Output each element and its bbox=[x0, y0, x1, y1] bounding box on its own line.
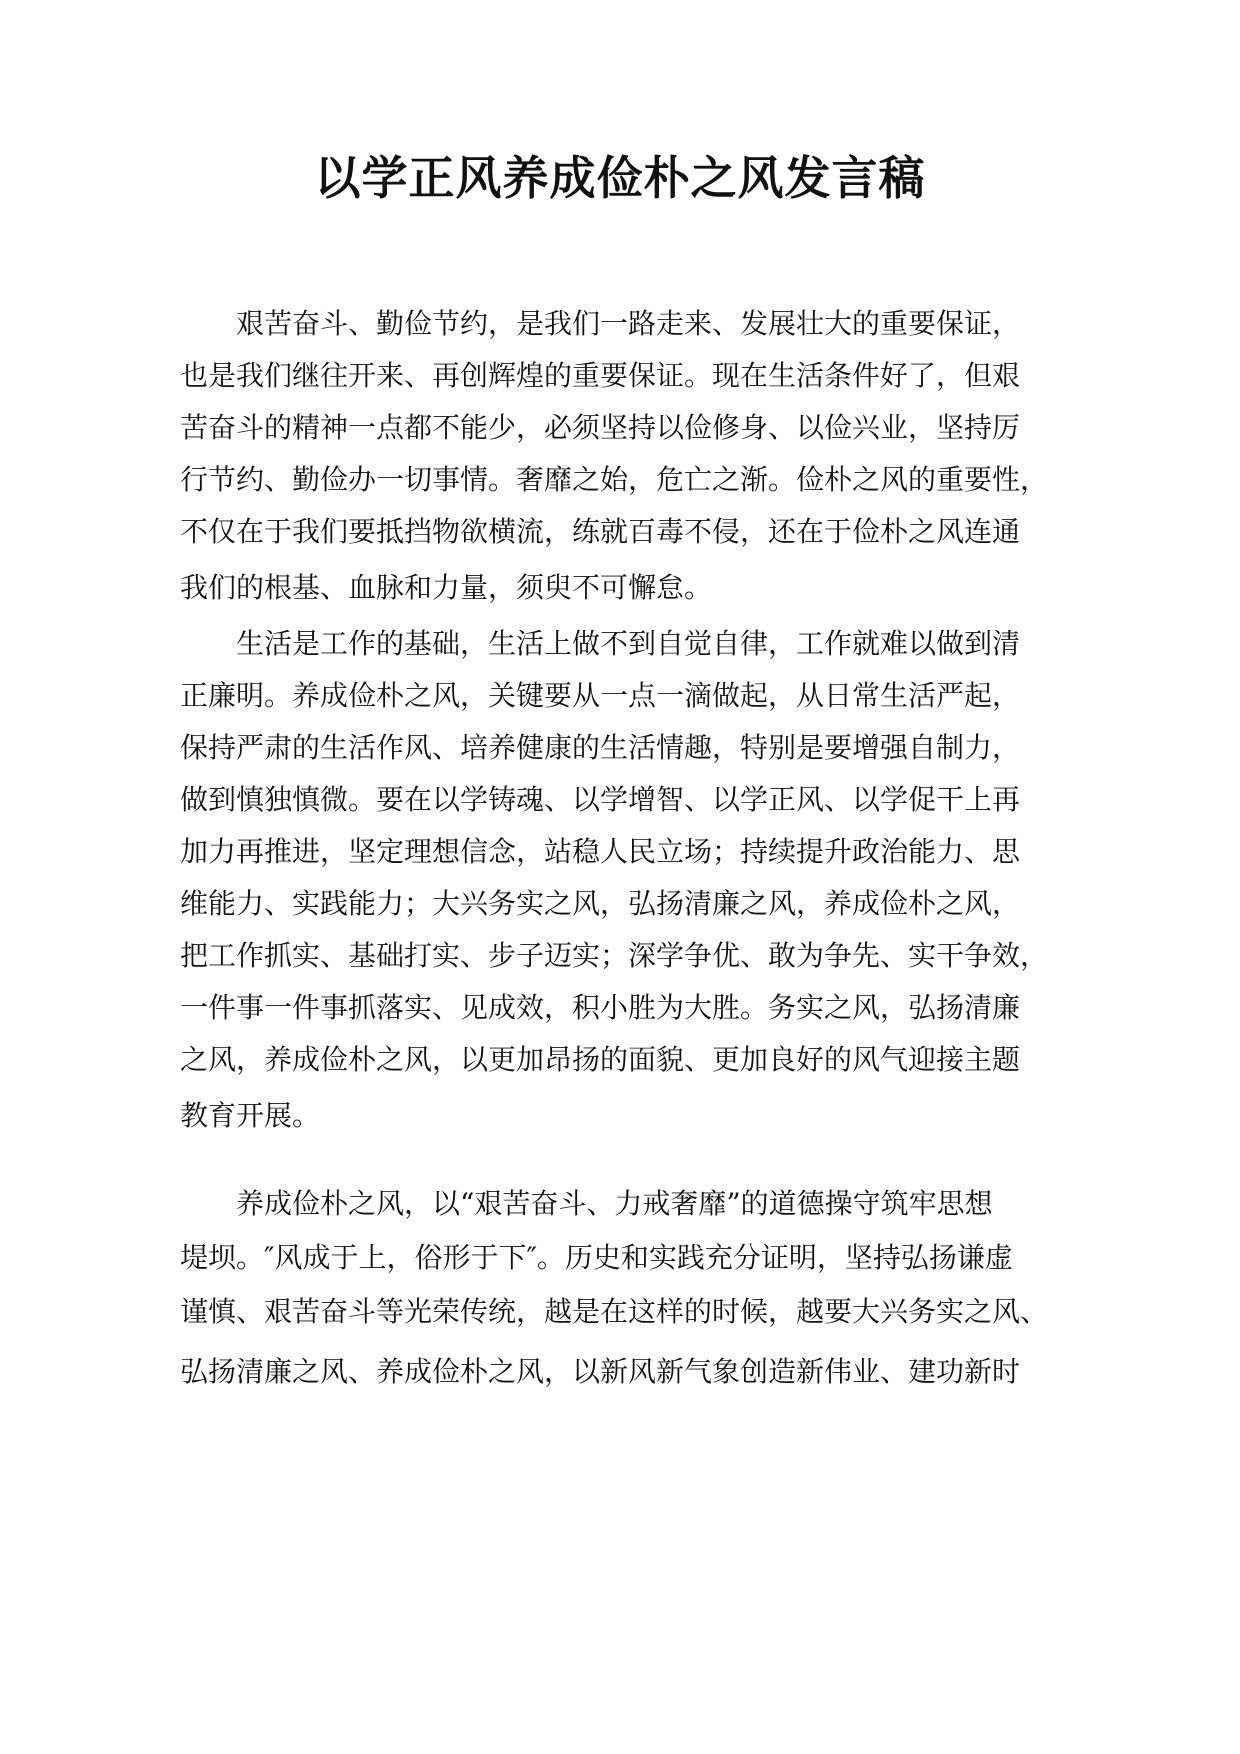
paragraph-1-line-4: 行节约、勤俭办一切事情。奢靡之始，危亡之渐。俭朴之风的重要性， bbox=[180, 463, 1049, 496]
paragraph-2-line-3: 保持严肃的生活作风、培养健康的生活情趣，特别是要增强自制力， bbox=[180, 731, 1021, 764]
paragraph-3-line-3: 谨慎、艰苦奋斗等光荣传统，越是在这样的时候，越要大兴务实之风、 bbox=[180, 1295, 1049, 1328]
paragraph-1-line-2: 也是我们继往开来、再创辉煌的重要保证。现在生活条件好了，但艰 bbox=[180, 359, 1021, 392]
paragraph-1-line-1: 艰苦奋斗、勤俭节约，是我们一路走来、发展壮大的重要保证， bbox=[236, 307, 1021, 340]
page-title: 以学正风养成俭朴之风发言稿 bbox=[314, 151, 926, 205]
paragraph-2-line-10: 教育开展。 bbox=[180, 1099, 321, 1132]
paragraph-2-line-1: 生活是工作的基础，生活上做不到自觉自律，工作就难以做到清 bbox=[236, 627, 1021, 660]
paragraph-2-line-5: 加力再推进，坚定理想信念，站稳人民立场；持续提升政治能力、思 bbox=[180, 835, 1021, 868]
paragraph-3-line-4: 弘扬清廉之风、养成俭朴之风，以新风新气象创造新伟业、建功新时 bbox=[180, 1355, 1021, 1388]
paragraph-2-line-4: 做到慎独慎微。要在以学铸魂、以学增智、以学正风、以学促干上再 bbox=[180, 783, 1021, 816]
paragraph-1-line-6: 我们的根基、血脉和力量，须臾不可懈怠。 bbox=[180, 571, 713, 604]
paragraph-2-line-7: 把工作抓实、基础打实、步子迈实；深学争优、敢为争先、实干争效， bbox=[180, 939, 1049, 972]
paragraph-2-line-2: 正廉明。养成俭朴之风，关键要从一点一滴做起，从日常生活严起， bbox=[180, 679, 1021, 712]
paragraph-1-line-5: 不仅在于我们要抵挡物欲横流，练就百毒不侵，还在于俭朴之风连通 bbox=[180, 515, 1021, 548]
paragraph-2-line-6: 维能力、实践能力；大兴务实之风，弘扬清廉之风，养成俭朴之风， bbox=[180, 887, 1021, 920]
paragraph-2-line-9: 之风，养成俭朴之风，以更加昂扬的面貌、更加良好的风气迎接主题 bbox=[180, 1043, 1021, 1076]
paragraph-1-line-3: 苦奋斗的精神一点都不能少，必须坚持以俭修身、以俭兴业，坚持厉 bbox=[180, 411, 1021, 444]
paragraph-3-line-1: 养成俭朴之风，以“艰苦奋斗、力戒奢靡”的道德操守筑牢思想 bbox=[236, 1187, 993, 1220]
paragraph-2-line-8: 一件事一件事抓落实、见成效，积小胜为大胜。务实之风，弘扬清廉 bbox=[180, 991, 1021, 1024]
paragraph-3-line-2: 堤坝。″风成于上，俗形于下″。历史和实践充分证明，坚持弘扬谦虚 bbox=[180, 1241, 1013, 1274]
